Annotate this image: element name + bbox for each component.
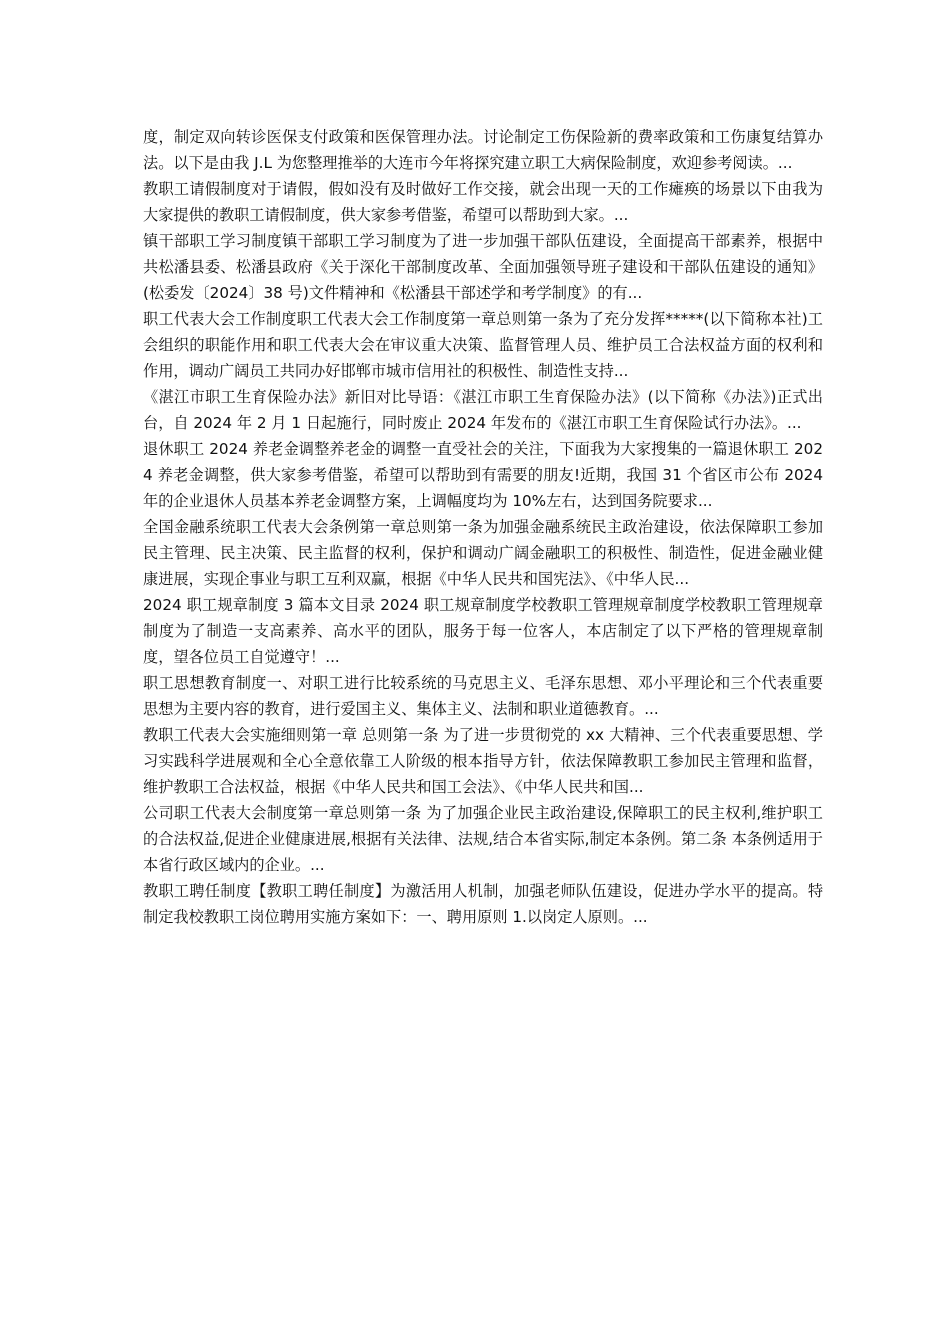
text-paragraph: 《湛江市职工生育保险办法》新旧对比导语：《湛江市职工生育保险办法》(以下简称《办法》)正式出台，自 2024 年 2 月 1 日起施行，同时废止 2024 年发布的《湛江市职工生育保险试行办法》。... [143, 388, 823, 432]
text-paragraph: 教职工聘任制度【教职工聘任制度】为激活用人机制，加强老师队伍建设，促进办学水平的提高。特制定我校教职工岗位聘用实施方案如下：一、聘用原则 1.以岗定人原则。... [143, 882, 823, 926]
text-paragraph: 职工思想教育制度一、对职工进行比较系统的马克思主义、毛泽东思想、邓小平理论和三个代表重要思想为主要内容的教育，进行爱国主义、集体主义、法制和职业道德教育。... [143, 674, 823, 718]
text-paragraph: 度，制定双向转诊医保支付政策和医保管理办法。讨论制定工伤保险新的费率政策和工伤康复结算办法。以下是由我 J.L 为您整理推举的大连市今年将探究建立职工大病保险制度，欢迎参考阅读。... [143, 128, 823, 172]
text-paragraph: 教职工代表大会实施细则第一章 总则第一条 为了进一步贯彻党的 xx 大精神、三个代表重要思想、学习实践科学进展观和全心全意依靠工人阶级的根本指导方针，依法保障教职工参加民主管理和监督，维护教职工合法权益，根据《中华人民共和国工会法》、《中华人民共和国... [143, 726, 823, 796]
text-paragraph: 职工代表大会工作制度职工代表大会工作制度第一章总则第一条为了充分发挥*****(以下简称本社)工会组织的职能作用和职工代表大会在审议重大决策、监督管理人员、维护员工合法权益方面的权利和作用，调动广阔员工共同办好邯郸市城市信用社的积极性、制造性支持... [143, 310, 823, 380]
text-paragraph: 教职工请假制度对于请假，假如没有及时做好工作交接，就会出现一天的工作瘫痪的场景以下由我为大家提供的教职工请假制度，供大家参考借鉴，希望可以帮助到大家。... [143, 180, 823, 224]
text-paragraph: 全国金融系统职工代表大会条例第一章总则第一条为加强金融系统民主政治建设，依法保障职工参加民主管理、民主决策、民主监督的权利，保护和调动广阔金融职工的积极性、制造性，促进金融业健康进展，实现企事业与职工互利双赢，根据《中华人民共和国宪法》、《中华人民... [143, 518, 823, 588]
document-body [143, 124, 823, 930]
text-paragraph: 镇干部职工学习制度镇干部职工学习制度为了进一步加强干部队伍建设，全面提高干部素养，根据中共松潘县委、松潘县政府《关于深化干部制度改革、全面加强领导班子建设和干部队伍建设的通知》(松委发〔2024〕38 号)文件精神和《松潘县干部述学和考学制度》的有... [143, 232, 823, 302]
text-paragraph: 公司职工代表大会制度第一章总则第一条 为了加强企业民主政治建设,保障职工的民主权利,维护职工的合法权益,促进企业健康进展,根据有关法律、法规,结合本省实际,制定本条例。第二条 本条例适用于本省行政区域内的企业。... [143, 804, 823, 874]
text-paragraph: 2024 职工规章制度 3 篇本文目录 2024 职工规章制度学校教职工管理规章制度学校教职工管理规章制度为了制造一支高素养、高水平的团队，服务于每一位客人，本店制定了以下严格的管理规章制度，望各位员工自觉遵守！... [143, 596, 823, 666]
text-paragraph: 退休职工 2024 养老金调整养老金的调整一直受社会的关注，下面我为大家搜集的一篇退休职工 2024 养老金调整，供大家参考借鉴，希望可以帮助到有需要的朋友!近期，我国 31 个省区市公布 2024 年的企业退休人员基本养老金调整方案，上调幅度均为 10%左右，达到国务院要求... [143, 440, 823, 510]
